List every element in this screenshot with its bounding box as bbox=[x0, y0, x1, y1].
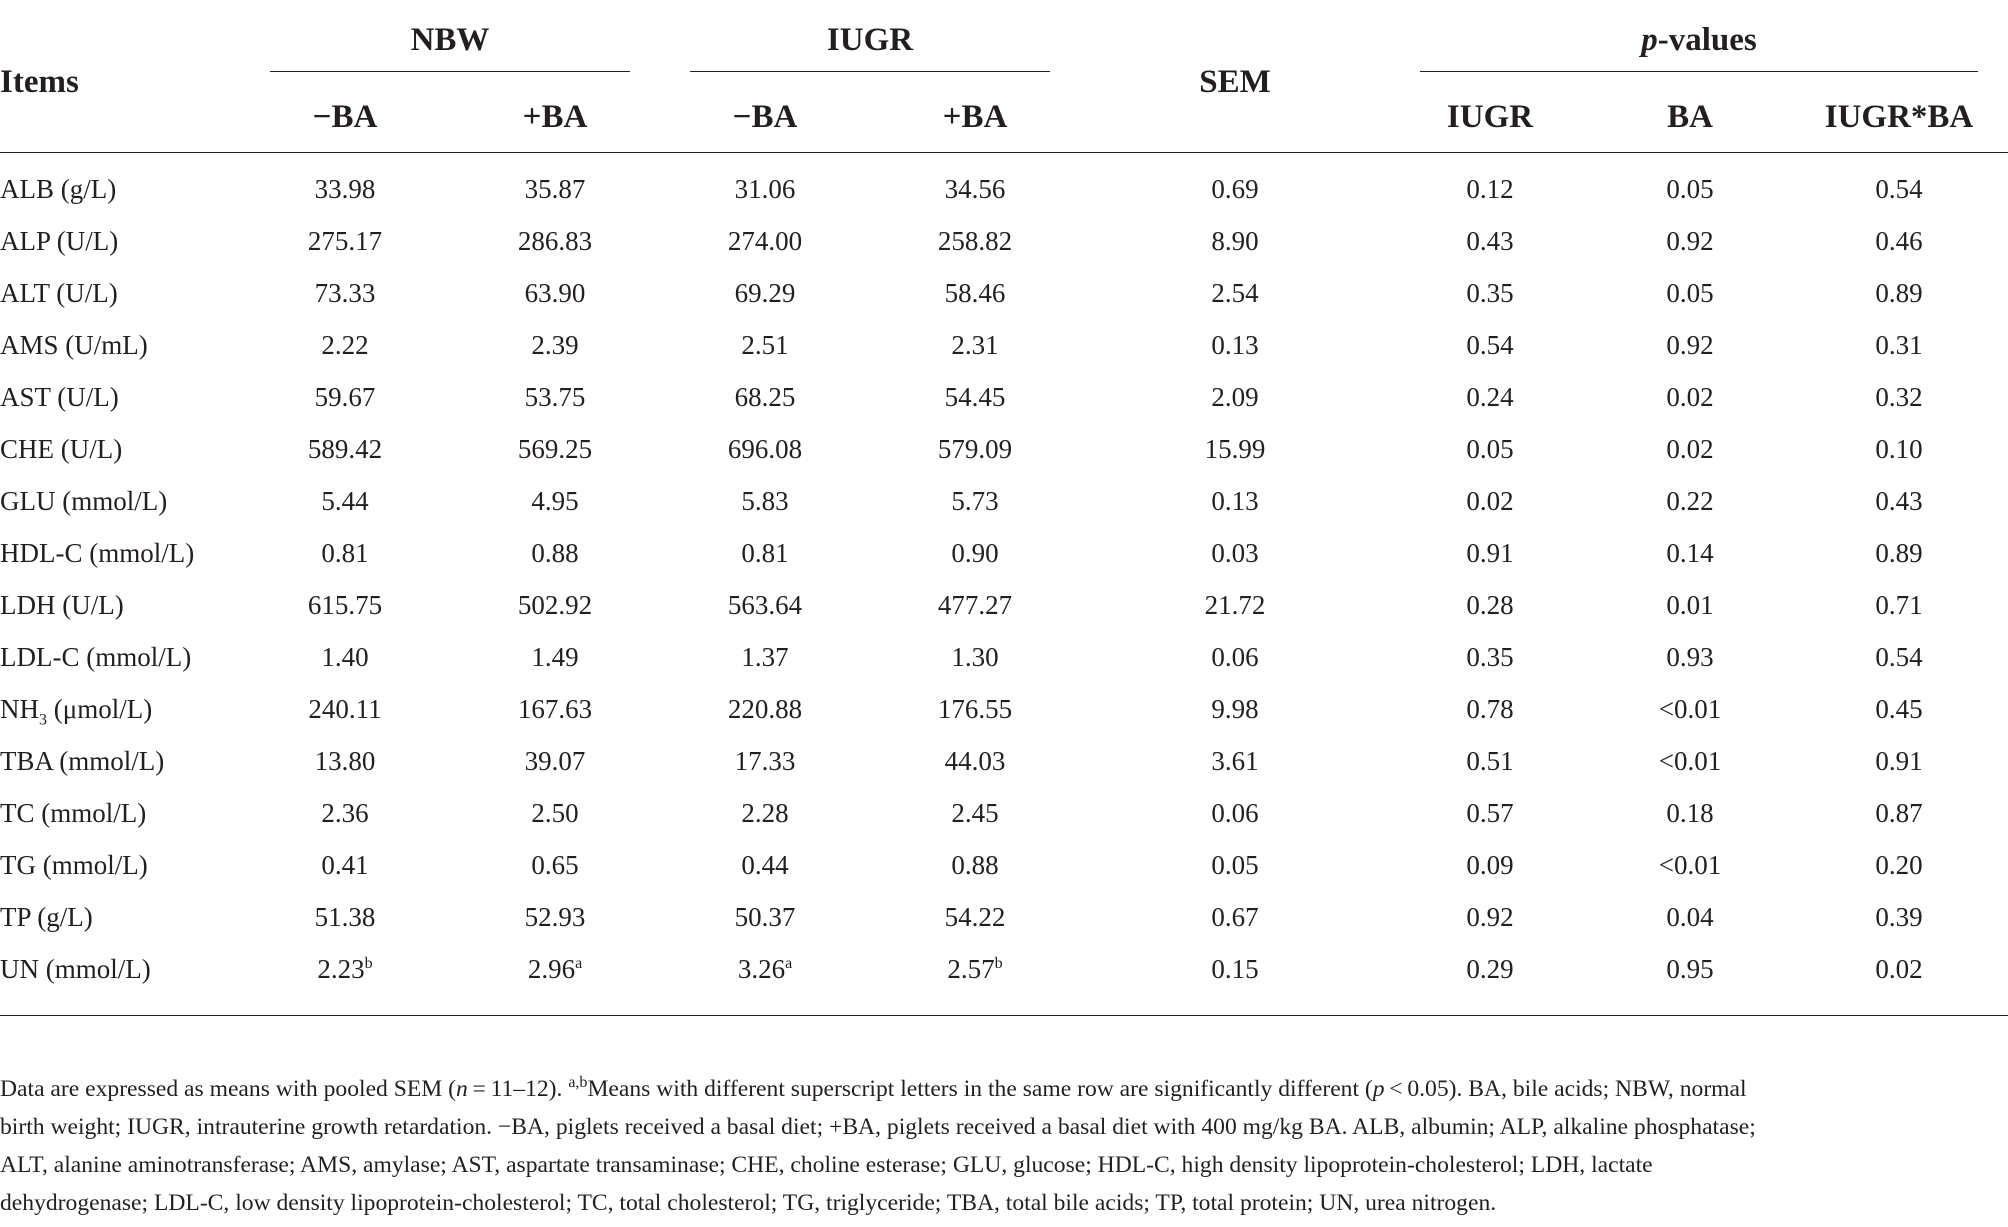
cell-p-iugr: 0.12 bbox=[1466, 173, 1514, 204]
cell-iugr-plus-ba: 54.45 bbox=[944, 381, 1006, 412]
cell-nbw-plus-ba: 2.96$^a$ bbox=[450, 943, 660, 1016]
table-row bbox=[0, 787, 2008, 839]
cell-p-iugr: 0.78 bbox=[1466, 693, 1514, 724]
footnote-line-4: dehydrogenase; LDL-C, low density lipoprotein-cholesterol; TC, total cholesterol; TG, triglyceride; TBA, total bile acids; TP, total protein; UN, urea nitrogen. bbox=[0, 1190, 1497, 1216]
cell-iugr-minus-ba: 5.83 bbox=[741, 485, 789, 516]
cell-p-ba: 0.02 bbox=[1666, 433, 1714, 464]
cell-iugr-plus-ba: 54.22 bbox=[944, 901, 1006, 932]
cell-sem: 2.54 bbox=[1211, 277, 1259, 308]
cell-nbw-plus-ba: 1.49 bbox=[531, 641, 579, 672]
cell-sem: 0.03 bbox=[1211, 537, 1259, 568]
cell-p-interaction: 0.10 bbox=[1875, 433, 1923, 464]
cell-item: LDL-C (mmol/L) bbox=[0, 641, 192, 672]
cell-item: TBA (mmol/L) bbox=[0, 745, 165, 776]
cell-p-interaction: 0.89 bbox=[1875, 537, 1923, 568]
cell-p-interaction: 0.43 bbox=[1875, 485, 1923, 516]
cell-p-iugr: 0.02 bbox=[1466, 485, 1514, 516]
cell-nbw-plus-ba: 502.92 bbox=[517, 589, 593, 620]
cell-p-ba: 0.92 bbox=[1666, 225, 1714, 256]
cell-iugr-plus-ba: 5.73 bbox=[951, 485, 999, 516]
footnote-line-2: birth weight; IUGR, intrauterine growth retardation. −BA, piglets received a basal diet; +BA, piglets received a basal diet with 400 mg/kg BA. ALB, albumin; ALP, alkaline phosphatase; bbox=[0, 1114, 1756, 1140]
cell-item: AST (U/L) bbox=[0, 381, 119, 412]
cell-p-interaction: 0.39 bbox=[1875, 901, 1923, 932]
table-row bbox=[0, 267, 2008, 319]
cell-nbw-minus-ba: 0.41 bbox=[321, 849, 369, 880]
cell-sem: 0.15 bbox=[1080, 943, 1390, 1016]
cell-item: ALP (U/L) bbox=[0, 225, 119, 256]
cell-nbw-plus-ba: 53.75 bbox=[524, 381, 586, 412]
cell-sem: 0.13 bbox=[1211, 329, 1259, 360]
header-nbw-plus-ba: +BA bbox=[450, 82, 660, 153]
header-items: Items bbox=[0, 12, 240, 153]
cell-nbw-plus-ba: 63.90 bbox=[524, 277, 586, 308]
cell-iugr-minus-ba: 0.44 bbox=[741, 849, 789, 880]
cell-iugr-plus-ba: 0.90 bbox=[951, 537, 999, 568]
table-row bbox=[0, 423, 2008, 475]
cell-nbw-minus-ba: 13.80 bbox=[314, 745, 376, 776]
cell-item: $NH_3$ (μmol/L) bbox=[0, 693, 153, 728]
cell-nbw-minus-ba: 0.81 bbox=[321, 537, 369, 568]
cell-p-iugr: 0.92 bbox=[1466, 901, 1514, 932]
cell-p-iugr: 0.54 bbox=[1466, 329, 1514, 360]
cell-item: HDL-C (mmol/L) bbox=[0, 537, 195, 568]
cell-sem: 0.67 bbox=[1211, 901, 1259, 932]
cell-iugr-minus-ba: 696.08 bbox=[727, 433, 803, 464]
table-row bbox=[0, 371, 2008, 423]
cell-p-iugr: 0.29 bbox=[1390, 943, 1590, 1016]
table-row bbox=[0, 839, 2008, 891]
cell-p-iugr: 0.57 bbox=[1466, 797, 1514, 828]
cell-nbw-plus-ba: 4.95 bbox=[531, 485, 579, 516]
cell-nbw-minus-ba: 73.33 bbox=[314, 277, 376, 308]
cell-iugr-minus-ba: 50.37 bbox=[734, 901, 796, 932]
cell-p-iugr: 0.24 bbox=[1466, 381, 1514, 412]
cell-iugr-plus-ba: 1.30 bbox=[951, 641, 999, 672]
cell-p-interaction: 0.02 bbox=[1790, 943, 2008, 1016]
cell-iugr-plus-ba: 2.57$^b$ bbox=[870, 943, 1080, 1016]
cell-sem: 3.61 bbox=[1211, 745, 1259, 776]
header-iugr-plus-ba: +BA bbox=[870, 82, 1080, 153]
header-nbw: NBW bbox=[240, 12, 660, 82]
header-sem: SEM bbox=[1080, 12, 1390, 153]
cell-iugr-plus-ba: 34.56 bbox=[944, 173, 1006, 204]
cell-p-ba: 0.18 bbox=[1666, 797, 1714, 828]
cell-nbw-plus-ba: 2.50 bbox=[531, 797, 579, 828]
cell-iugr-minus-ba: 220.88 bbox=[727, 693, 803, 724]
cell-p-interaction: 0.32 bbox=[1875, 381, 1923, 412]
cell-iugr-minus-ba: 3.26$^a$ bbox=[660, 943, 870, 1016]
cell-p-ba: 0.04 bbox=[1666, 901, 1714, 932]
header-p-iugr: IUGR bbox=[1390, 82, 1590, 153]
cell-p-interaction: 0.31 bbox=[1875, 329, 1923, 360]
cell-nbw-plus-ba: 0.88 bbox=[531, 537, 579, 568]
cell-nbw-minus-ba: 5.44 bbox=[321, 485, 369, 516]
cell-iugr-plus-ba: 44.03 bbox=[944, 745, 1006, 776]
cell-nbw-minus-ba: 275.17 bbox=[307, 225, 383, 256]
cell-sem: 0.13 bbox=[1211, 485, 1259, 516]
table-row bbox=[0, 153, 2008, 216]
header-p-ba: BA bbox=[1590, 82, 1790, 153]
cell-nbw-plus-ba: 167.63 bbox=[517, 693, 593, 724]
cell-nbw-plus-ba: 2.39 bbox=[531, 329, 579, 360]
cell-iugr-minus-ba: 563.64 bbox=[727, 589, 803, 620]
cell-p-ba: 0.92 bbox=[1666, 329, 1714, 360]
cell-iugr-plus-ba: 58.46 bbox=[944, 277, 1006, 308]
cell-item: TG (mmol/L) bbox=[0, 849, 148, 880]
cell-p-interaction: 0.45 bbox=[1875, 693, 1923, 724]
cell-p-ba: 0.05 bbox=[1666, 173, 1714, 204]
cell-iugr-plus-ba: 0.88 bbox=[951, 849, 999, 880]
cell-iugr-minus-ba: 69.29 bbox=[734, 277, 796, 308]
cell-iugr-plus-ba: 2.45 bbox=[951, 797, 999, 828]
table-row bbox=[0, 579, 2008, 631]
table-body bbox=[0, 153, 2008, 1016]
table-row bbox=[0, 943, 2008, 1016]
cell-item: LDH (U/L) bbox=[0, 589, 124, 620]
footnote-line-3: ALT, alanine aminotransferase; AMS, amylase; AST, aspartate transaminase; CHE, choline esterase; GLU, glucose; HDL-C, high density lipoprotein-cholesterol; LDH, lactate bbox=[0, 1152, 1653, 1178]
cell-p-iugr: 0.43 bbox=[1466, 225, 1514, 256]
cell-iugr-minus-ba: 2.28 bbox=[741, 797, 789, 828]
footnote-line-1: Data are expressed as means with pooled SEM (n = 11–12). $^{a,b}$Means with different superscript letters in the same row are significantly different (p < 0.05). BA, bile acids; NBW, normal bbox=[0, 1074, 1747, 1102]
cell-p-interaction: 0.46 bbox=[1875, 225, 1923, 256]
cell-p-iugr: 0.91 bbox=[1466, 537, 1514, 568]
header-iugr-minus-ba: −BA bbox=[660, 82, 870, 153]
cell-p-interaction: 0.91 bbox=[1875, 745, 1923, 776]
table-header bbox=[0, 12, 2008, 153]
cell-p-iugr: 0.05 bbox=[1466, 433, 1514, 464]
cell-sem: 9.98 bbox=[1211, 693, 1259, 724]
cell-p-interaction: 0.89 bbox=[1875, 277, 1923, 308]
cell-nbw-minus-ba: 589.42 bbox=[307, 433, 383, 464]
cell-p-ba: <0.01 bbox=[1658, 849, 1722, 880]
header-pvalues: p-values bbox=[1390, 12, 2008, 82]
cell-iugr-plus-ba: 579.09 bbox=[937, 433, 1013, 464]
header-p-interaction: IUGR*BA bbox=[1790, 82, 2008, 153]
cell-p-ba: 0.14 bbox=[1666, 537, 1714, 568]
cell-sem: 15.99 bbox=[1204, 433, 1266, 464]
cell-iugr-minus-ba: 274.00 bbox=[727, 225, 803, 256]
table-row bbox=[0, 683, 2008, 735]
cell-nbw-plus-ba: 0.65 bbox=[531, 849, 579, 880]
cell-nbw-minus-ba: 2.23$^b$ bbox=[240, 943, 450, 1016]
table-row bbox=[0, 735, 2008, 787]
cell-p-ba: 0.05 bbox=[1666, 277, 1714, 308]
cell-p-iugr: 0.35 bbox=[1466, 277, 1514, 308]
cell-p-ba: 0.02 bbox=[1666, 381, 1714, 412]
cell-sem: 0.05 bbox=[1211, 849, 1259, 880]
table-row bbox=[0, 475, 2008, 527]
cell-p-interaction: 0.20 bbox=[1875, 849, 1923, 880]
cell-iugr-minus-ba: 68.25 bbox=[734, 381, 796, 412]
cell-p-iugr: 0.28 bbox=[1466, 589, 1514, 620]
cell-p-ba: <0.01 bbox=[1658, 745, 1722, 776]
table-row bbox=[0, 319, 2008, 371]
cell-nbw-minus-ba: 33.98 bbox=[314, 173, 376, 204]
cell-sem: 2.09 bbox=[1211, 381, 1259, 412]
cell-p-iugr: 0.51 bbox=[1466, 745, 1514, 776]
cell-iugr-minus-ba: 0.81 bbox=[741, 537, 789, 568]
cell-item: ALB (g/L) bbox=[0, 173, 117, 204]
cell-p-ba: 0.22 bbox=[1666, 485, 1714, 516]
cell-item: GLU (mmol/L) bbox=[0, 485, 168, 516]
cell-item: CHE (U/L) bbox=[0, 433, 123, 464]
cell-sem: 0.06 bbox=[1211, 641, 1259, 672]
cell-nbw-plus-ba: 52.93 bbox=[524, 901, 586, 932]
cell-iugr-minus-ba: 17.33 bbox=[734, 745, 796, 776]
header-iugr: IUGR bbox=[660, 12, 1080, 82]
cell-nbw-minus-ba: 59.67 bbox=[314, 381, 376, 412]
cell-p-iugr: 0.35 bbox=[1466, 641, 1514, 672]
cell-iugr-minus-ba: 1.37 bbox=[741, 641, 789, 672]
table-row bbox=[0, 215, 2008, 267]
cell-iugr-minus-ba: 31.06 bbox=[734, 173, 796, 204]
cell-iugr-plus-ba: 176.55 bbox=[937, 693, 1013, 724]
cell-p-ba: 0.95 bbox=[1590, 943, 1790, 1016]
cell-nbw-minus-ba: 2.22 bbox=[321, 329, 369, 360]
cell-nbw-minus-ba: 615.75 bbox=[307, 589, 383, 620]
cell-iugr-plus-ba: 477.27 bbox=[937, 589, 1013, 620]
cell-item: UN (mmol/L) bbox=[0, 943, 240, 1016]
cell-nbw-minus-ba: 2.36 bbox=[321, 797, 369, 828]
cell-p-interaction: 0.87 bbox=[1875, 797, 1923, 828]
cell-p-ba: <0.01 bbox=[1658, 693, 1722, 724]
cell-item: AMS (U/mL) bbox=[0, 329, 148, 360]
header-nbw-minus-ba: −BA bbox=[240, 82, 450, 153]
cell-p-interaction: 0.54 bbox=[1875, 173, 1923, 204]
cell-p-iugr: 0.09 bbox=[1466, 849, 1514, 880]
cell-item: TC (mmol/L) bbox=[0, 797, 147, 828]
cell-sem: 0.69 bbox=[1211, 173, 1259, 204]
cell-nbw-minus-ba: 51.38 bbox=[314, 901, 376, 932]
cell-nbw-plus-ba: 39.07 bbox=[524, 745, 586, 776]
cell-nbw-plus-ba: 35.87 bbox=[524, 173, 586, 204]
cell-iugr-plus-ba: 2.31 bbox=[951, 329, 999, 360]
table-row bbox=[0, 631, 2008, 683]
cell-iugr-minus-ba: 2.51 bbox=[741, 329, 789, 360]
cell-p-ba: 0.01 bbox=[1666, 589, 1714, 620]
cell-nbw-minus-ba: 1.40 bbox=[321, 641, 369, 672]
table-footnote bbox=[0, 1070, 2008, 1222]
table-row bbox=[0, 891, 2008, 943]
table-row bbox=[0, 527, 2008, 579]
cell-item: ALT (U/L) bbox=[0, 277, 118, 308]
cell-sem: 21.72 bbox=[1204, 589, 1266, 620]
cell-nbw-plus-ba: 569.25 bbox=[517, 433, 593, 464]
cell-sem: 8.90 bbox=[1211, 225, 1259, 256]
cell-p-ba: 0.93 bbox=[1666, 641, 1714, 672]
cell-item: TP (g/L) bbox=[0, 901, 93, 932]
cell-nbw-plus-ba: 286.83 bbox=[517, 225, 593, 256]
cell-nbw-minus-ba: 240.11 bbox=[308, 693, 382, 724]
cell-iugr-plus-ba: 258.82 bbox=[937, 225, 1013, 256]
cell-p-interaction: 0.54 bbox=[1875, 641, 1923, 672]
cell-sem: 0.06 bbox=[1211, 797, 1259, 828]
cell-p-interaction: 0.71 bbox=[1875, 589, 1923, 620]
data-table bbox=[0, 12, 2008, 1016]
